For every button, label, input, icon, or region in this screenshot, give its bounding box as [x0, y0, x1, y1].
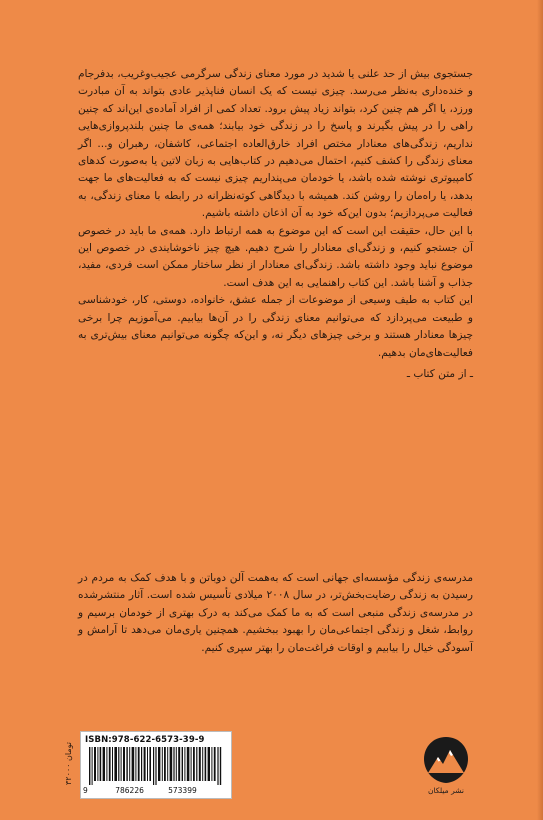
barcode-box: [80, 731, 232, 799]
isbn: ISBN:978-622-6573-39-9: [85, 735, 205, 745]
book-description: [78, 66, 473, 383]
school-of-life-blurb: [78, 570, 473, 657]
barcode-digits: [83, 786, 229, 795]
description-paragraph: جستجوی بیش از حد علنی یا شدید در مورد معنای زندگی سرگرمی عجیب‌وغریب، بدفرجام و خنده‌داری به‌نظر می‌رسد. چیزی نیست که یک انسان فناپذیر عادی بتواند به آن مبادرت ورزد، یا اگر هم چنین کرد، بتواند زیاد پیش برود. تعداد کمی از افراد آماده‌ی این‌اند که چنین راهی را در پیش بگیرند و پاسخ را در زندگی خود بیابند؛ همه‌ی ما چنین بلندپروازی‌هایی نداریم، زندگی‌های معنادار مختص افراد خارق‌العاده اجتماعی، کاشفان، رهبران و... اگر معنای زندگی را کشف کنیم، احتمال می‌دهیم در کتاب‌هایی به زبان لاتین یا به‌صورت کدهای کامپیوتری نوشته شده باشد، یا خودمان می‌پنداریم چیزی نیست که به فعالیت‌های ما جهت بدهد، یا راه‌مان را روشن کند. همیشه با دیدگاهی کوته‌نظرانه در رابطه با معنای زندگی، به فعالیت می‌پردازیم؛ بدون این‌که خود به آن اذعان داشته باشیم.: [78, 68, 473, 220]
publisher-name: نشر میلکان: [428, 786, 464, 795]
spine-shadow: [537, 0, 543, 820]
mountains-logo-icon: [422, 735, 470, 785]
description-paragraph: این کتاب به طیف وسیعی از موضوعات از جمله عشق، خانواده، دوستی، کار، خودشناسی و طبیعت می‌پردازد که می‌توانیم معنای زندگی را در آن‌ها بیابیم. می‌آموزیم چرا برخی چیزها معنادار هستند و برخی چیزهای دیگر نه، و این‌که چگونه می‌توانیم معنای بیش‌تری به فعالیت‌های‌مان بدهیم.: [78, 294, 473, 359]
attribution: ـ از متن کتاب ـ: [406, 367, 473, 380]
barcode-right-group: 573399: [168, 786, 197, 795]
school-paragraph: مدرسه‌ی زندگی مؤسسه‌ای جهانی است که به‌همت آلن دوباتن و با هدف کمک به مردم در رسیدن به زندگی رضایت‌بخش‌تر، در سال ۲۰۰۸ میلادی تأسیس شده است. آثار منتشرشده در مدرسه‌ی زندگی منبعی است که به ما کمک می‌کند به درک بهتری از خودمان برسیم و روابط، شغل و زندگی اجتماعی‌مان را بهبود ببخشیم. همچنین یاری‌مان می‌دهد تا آرامش و آسودگی خیال را بیابیم و اوقات فراغت‌مان را بهتر سپری کنیم.: [78, 572, 473, 654]
description-paragraph: با این حال، حقیقت این است که این موضوع به همه ارتباط دارد. همه‌ی ما باید در خصوص آن جستجو کنیم، و زندگی‌ای معنادار را شرح دهیم. هیچ چیز ناخوشایندی در خصوص این موضوع نباید وجود داشته باشد. زندگی‌ای معنادار از نظر ساختار ممکن است فردی، مفید، جذاب و آشنا باشد. این کتاب راهنمایی به این هدف است.: [78, 224, 473, 289]
barcode-first-digit: 9: [83, 786, 88, 795]
barcode-icon: [89, 747, 223, 785]
price: ۳۲۰۰۰ تومان: [64, 742, 73, 786]
barcode-left-group: 786226: [115, 786, 144, 795]
